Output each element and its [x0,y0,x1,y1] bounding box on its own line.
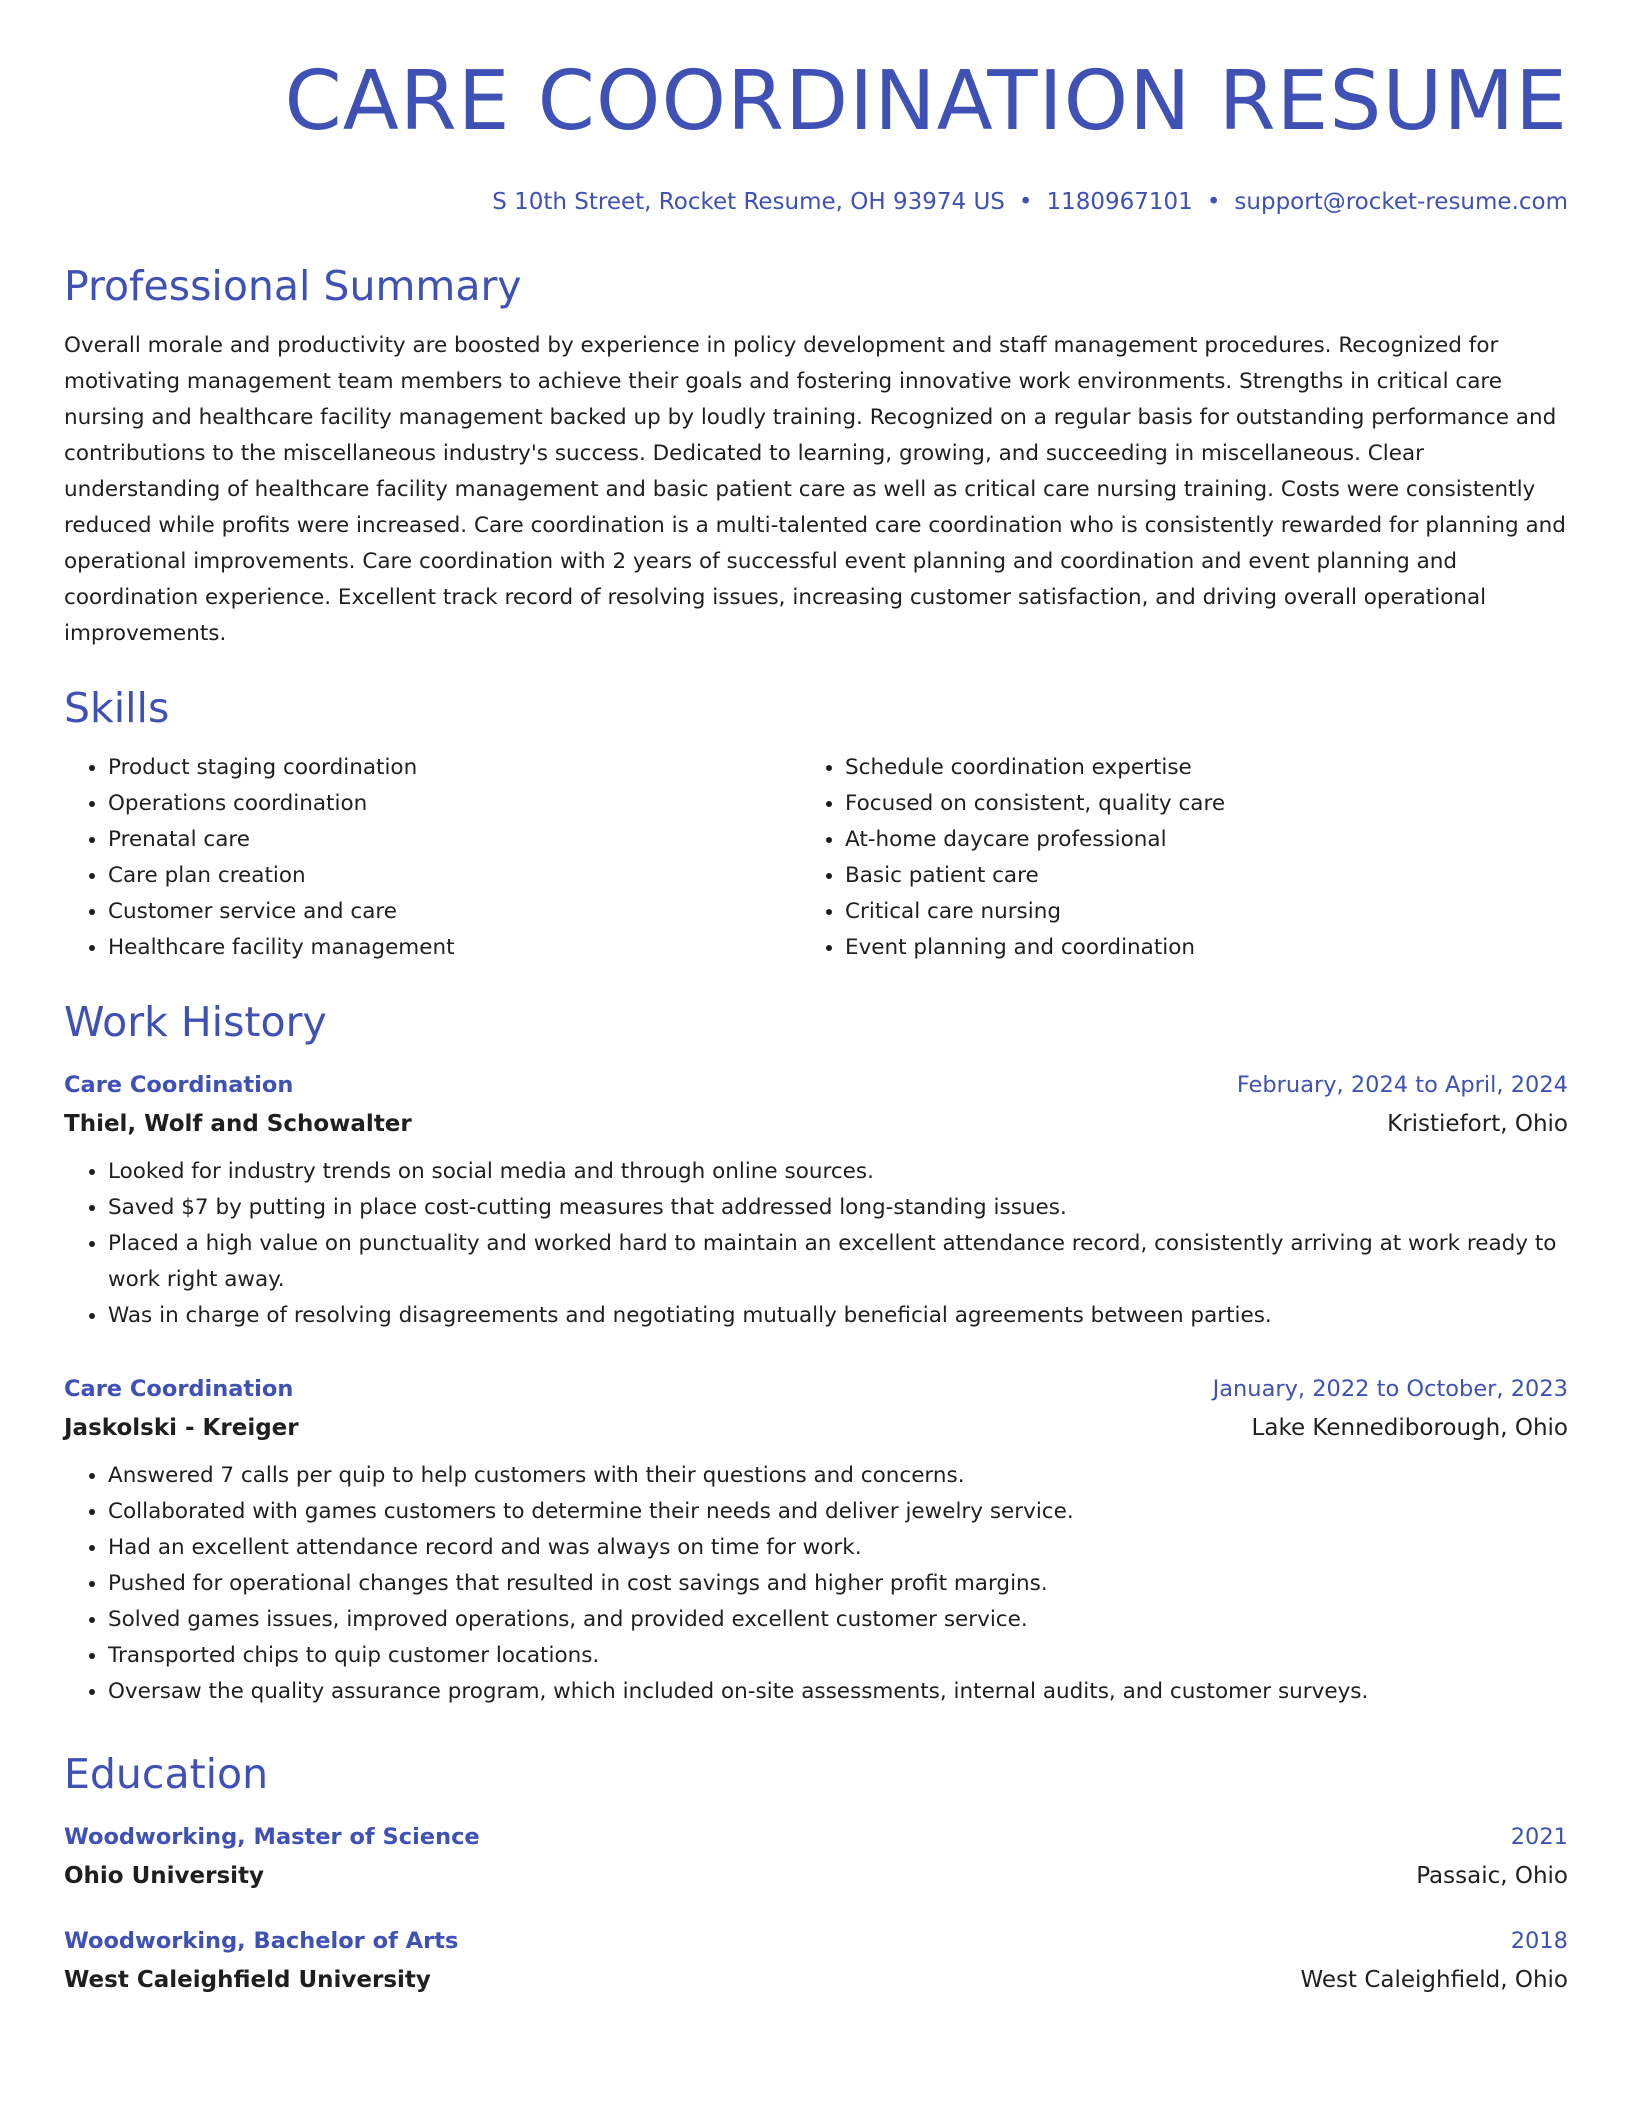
skill-item: • Event planning and coordination [845,930,1538,966]
education-entry [64,1818,1568,1896]
job-location: Lake Kennediborough, Ohio [1251,1415,1568,1441]
job-company-row [64,1408,1568,1448]
skill-item: • Basic patient care [845,858,1538,894]
skill-item: • Focused on consistent, quality care [845,786,1538,822]
job-company: Jaskolski - Kreiger [64,1415,299,1441]
education-degree: Woodworking, Master of Science [64,1824,480,1850]
job-bullets [64,1154,1568,1334]
education-school-row [64,1856,1568,1896]
job-bullet: • Looked for industry trends on social media and through online sources. [108,1154,1568,1190]
resume-header [64,54,1568,218]
job-header-row [64,1370,1568,1408]
education-header-row [64,1818,1568,1856]
education-location: Passaic, Ohio [1416,1863,1568,1889]
summary-text: Overall morale and productivity are boosted by experience in policy development and staff management procedures. Recognized for motivating management team members to achieve their goals and fostering innovative work environments. Strengths in critical care nursing and healthcare facility management backed up by loudly training. Recognized on a regular basis for outstanding performance and contributions to the miscellaneous industry's success. Dedicated to learning, growing, and succeeding in miscellaneous. Clear understanding of healthcare facility management and basic patient care as well as critical care nursing training. Costs were consistently reduced while profits were increased. Care coordination is a multi-talented care coordination who is consistently rewarded for planning and operational improvements. Care coordination with 2 years of successful event planning and coordination and event planning and coordination experience. Excellent track record of resolving issues, increasing customer satisfaction, and driving overall operational improvements. [64,333,1566,646]
education-school: Ohio University [64,1863,265,1889]
skills-column-left [64,750,801,966]
contact-separator: • [1018,189,1033,215]
job-bullet: • Saved $7 by putting in place cost-cutting measures that addressed long-standing issues. [108,1190,1568,1226]
job-bullets [64,1458,1568,1710]
job-bullet: • Had an excellent attendance record and was always on time for work. [108,1530,1568,1566]
education-year: 2021 [1510,1824,1568,1850]
skill-item: • Product staging coordination [108,750,801,786]
education-year: 2018 [1510,1928,1568,1954]
skills-heading: Skills [64,684,170,732]
contact-separator: • [1206,189,1221,215]
job-bullet: • Pushed for operational changes that resulted in cost savings and higher profit margins. [108,1566,1568,1602]
job-company: Thiel, Wolf and Schowalter [64,1111,412,1137]
skill-item: • Prenatal care [108,822,801,858]
contact-address: S 10th Street, Rocket Resume, OH 93974 US [492,189,1005,215]
skills-column-right [801,750,1538,966]
skills-list [64,750,1568,966]
job-dates: January, 2022 to October, 2023 [1212,1376,1568,1402]
education-school-row [64,1960,1568,2000]
skill-item: • Critical care nursing [845,894,1538,930]
work-history-heading: Work History [64,998,327,1046]
education-degree: Woodworking, Bachelor of Arts [64,1928,459,1954]
job-header-row [64,1066,1568,1104]
skill-item: • At-home daycare professional [845,822,1538,858]
job-company-row [64,1104,1568,1144]
job-bullet: • Placed a high value on punctuality and worked hard to maintain an excellent attendance record, consistently arriving at work ready to work right away. [108,1226,1568,1298]
education-entry [64,1922,1568,2000]
summary-heading: Professional Summary [64,262,522,310]
education-header-row [64,1922,1568,1960]
contact-line [64,186,1568,218]
job-location: Kristiefort, Ohio [1387,1111,1568,1137]
job-role: Care Coordination [64,1376,294,1402]
job-entry [64,1066,1568,1334]
skill-item: • Healthcare facility management [108,930,801,966]
contact-phone: 1180967101 [1046,189,1193,215]
job-bullet: • Collaborated with games customers to determine their needs and deliver jewelry service. [108,1494,1568,1530]
job-bullet: • Transported chips to quip customer locations. [108,1638,1568,1674]
job-entry [64,1370,1568,1710]
education-location: West Caleighfield, Ohio [1300,1967,1568,1993]
skill-item: • Operations coordination [108,786,801,822]
skill-item: • Schedule coordination expertise [845,750,1538,786]
education-school: West Caleighfield University [64,1967,431,1993]
job-bullet: • Answered 7 calls per quip to help customers with their questions and concerns. [108,1458,1568,1494]
skill-item: • Care plan creation [108,858,801,894]
job-bullet: • Was in charge of resolving disagreements and negotiating mutually beneficial agreements between parties. [108,1298,1568,1334]
resume-title: CARE COORDINATION RESUME [284,54,1568,149]
skill-item: • Customer service and care [108,894,801,930]
job-role: Care Coordination [64,1072,294,1098]
education-heading: Education [64,1750,269,1798]
job-dates: February, 2024 to April, 2024 [1236,1072,1568,1098]
contact-email[interactable]: support@rocket-resume.com [1234,189,1568,215]
job-bullet: • Oversaw the quality assurance program, which included on-site assessments, internal audits, and customer surveys. [108,1674,1568,1710]
job-bullet: • Solved games issues, improved operations, and provided excellent customer service. [108,1602,1568,1638]
